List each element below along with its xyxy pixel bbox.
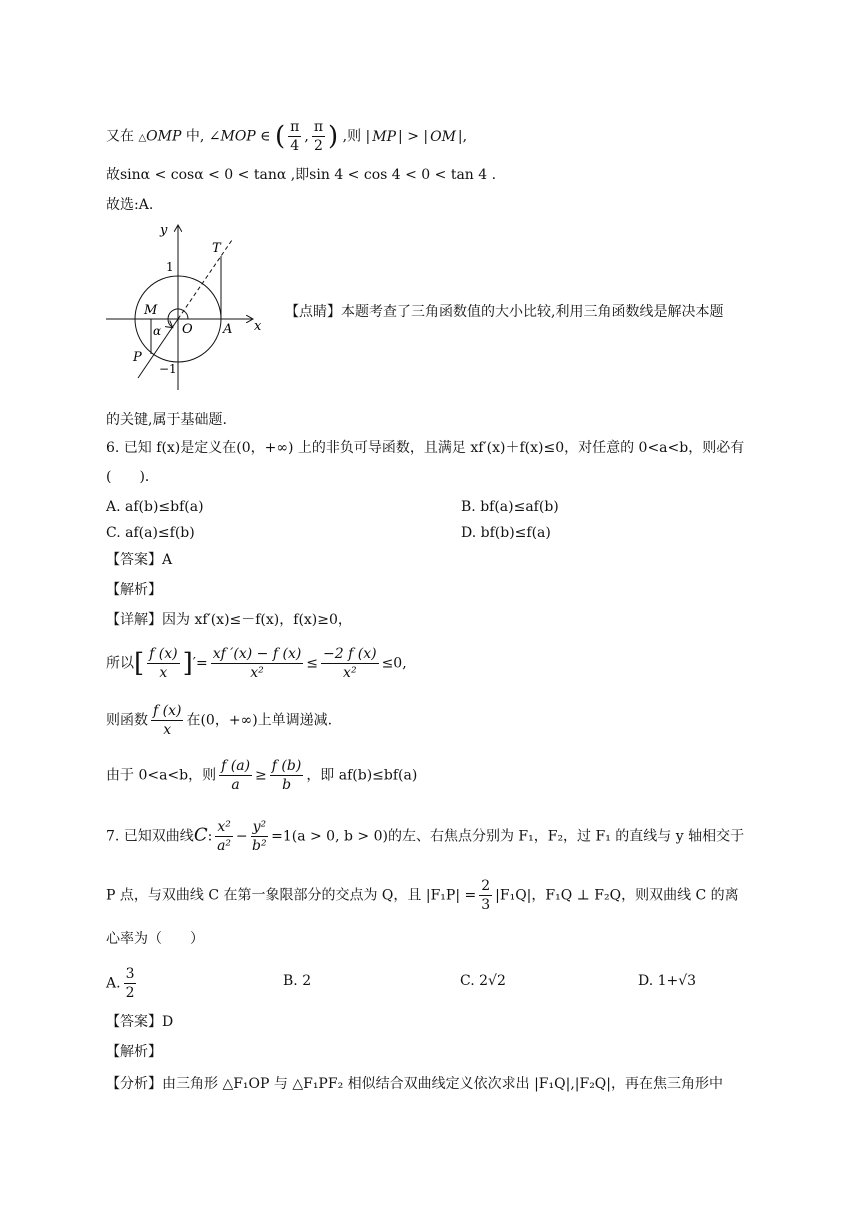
fraction — [211, 645, 304, 682]
denominator: b — [282, 777, 292, 793]
label-P: P — [133, 350, 142, 365]
denominator: a² — [217, 838, 232, 854]
numerator: f (x) — [149, 646, 178, 662]
text: P 点，与双曲线 C 在第一象限部分的交点为 Q，且 |F₁P| = — [106, 887, 477, 904]
fraction — [312, 118, 325, 155]
numerator: −2 f (x) — [323, 646, 377, 662]
q7-stem-line3: 心率为（ ） — [106, 931, 204, 947]
text: ≤ — [306, 655, 319, 672]
text: 又在 — [106, 128, 134, 145]
q7-option-b: B. 2 — [283, 973, 312, 989]
dianjing: 【点睛】本题考查了三角函数值的大小比较,利用三角函数线是解决本题 — [285, 304, 724, 320]
label-O: O — [182, 322, 193, 337]
text: 则函数 — [106, 712, 148, 729]
text: ≥ — [255, 767, 267, 784]
text: OM — [430, 128, 456, 145]
denominator: x — [159, 665, 168, 681]
q7-jiexi: 【解析】 — [106, 1044, 162, 1060]
q6-option-b: B. bf(a)≤af(b) — [461, 499, 559, 515]
numerator: 2 — [481, 878, 491, 894]
text: , — [462, 128, 468, 145]
label-A: A — [223, 322, 233, 337]
numerator: 3 — [125, 966, 135, 982]
text: > — [407, 128, 419, 145]
fraction — [321, 645, 379, 682]
denominator: x² — [343, 665, 357, 681]
numerator: f (a) — [221, 758, 251, 774]
text: ≤0, — [381, 655, 407, 672]
denominator: 2 — [125, 985, 135, 1001]
bracket-open: [ — [134, 648, 145, 679]
q6-answer: 【答案】A — [106, 552, 173, 568]
q7-stem-line2 — [106, 877, 739, 914]
text: =1(a > 0, b > 0) — [271, 828, 388, 845]
fraction — [215, 818, 233, 855]
label-one: 1 — [166, 260, 174, 274]
denominator: a — [231, 777, 240, 793]
label-alpha: α — [153, 324, 162, 338]
text: ∠MOP — [208, 128, 256, 145]
fraction — [251, 818, 269, 855]
fraction — [288, 118, 301, 155]
fraction — [270, 757, 304, 794]
unit-circle-figure — [100, 218, 270, 396]
q7-fenxi: 【分析】由三角形 △F₁OP 与 △F₁PF₂ 相似结合双曲线定义依次求出 |F₁Q|,|F₂Q|，再在焦三角形中 — [106, 1076, 724, 1092]
text: MP — [372, 128, 397, 145]
line-omp: 又在 △OMP 中, ∠MOP ∈ ( $\frac{\pi}{4}$ , $\frac{\pi}{2}$ ) ,则 | MP | > | OM |, — [106, 119, 468, 154]
q6-option-c: C. af(a)≤f(b) — [106, 525, 195, 541]
text: : — [207, 828, 213, 845]
fraction — [479, 877, 492, 914]
numerator: f (b) — [271, 758, 302, 774]
label-neg-one: −1 — [159, 362, 177, 376]
label-T: T — [212, 241, 221, 256]
line-choice: 故选:A. — [106, 197, 154, 213]
denominator: b² — [252, 838, 267, 854]
denominator: 3 — [481, 897, 491, 913]
denominator: 4 — [290, 138, 300, 154]
denominator: x — [163, 722, 172, 738]
label-M: M — [144, 303, 158, 318]
paren-open: ( — [275, 121, 286, 152]
text: 在(0，+∞)上单调递减. — [186, 712, 333, 729]
text: C — [193, 824, 208, 846]
terminal-side-dashed — [178, 240, 232, 319]
text: 7. 已知双曲线 — [106, 828, 194, 845]
denominator: 2 — [313, 138, 323, 154]
numerator: π — [290, 119, 300, 135]
text: OMP — [146, 128, 182, 145]
text: − — [235, 828, 248, 845]
numerator: f (x) — [153, 703, 182, 719]
fraction — [124, 965, 137, 1002]
numerator: π — [313, 119, 324, 135]
text: ′= — [192, 655, 208, 672]
text: ,则 — [342, 128, 362, 145]
q7-stem-line1 — [106, 818, 744, 855]
text: |F₁Q|，F₁Q ⊥ F₂Q，则双曲线 C 的离 — [495, 887, 739, 904]
bracket-close: ] — [182, 648, 193, 679]
q6-detail: 【详解】因为 xf′(x)≤－f(x)，f(x)≥0， — [106, 612, 352, 628]
numerator: xf ′(x) − f (x) — [212, 646, 302, 662]
line-sin-cos: 故sinα < cosα < 0 < tanα ,即sin 4 < cos 4 < 0 < tan 4 . — [106, 167, 497, 183]
q6-jiexi: 【解析】 — [106, 582, 162, 598]
q6-derivative-line — [106, 645, 407, 682]
triangle-symbol: △ — [138, 132, 147, 144]
text: 的左、右焦点分别为 F₁，F₂，过 F₁ 的直线与 y 轴相交于 — [387, 828, 745, 845]
paren-close: ) — [328, 121, 339, 152]
text: ，即 af(b)≤bf(a) — [306, 767, 418, 784]
q6-stem-paren: ( )． — [106, 469, 159, 485]
q6-option-d: D. bf(b)≤f(a) — [461, 525, 551, 541]
q6-option-a: A. af(b)≤bf(a) — [106, 499, 204, 515]
fraction — [151, 702, 183, 739]
numerator: x² — [217, 819, 231, 835]
text: A. — [106, 975, 121, 992]
text: ∈ — [260, 128, 271, 145]
numerator: y² — [252, 819, 267, 835]
q7-option-d: D. 1+√3 — [638, 973, 697, 989]
denominator: x² — [250, 665, 264, 681]
fraction — [147, 645, 179, 682]
dianjing-tail: 的关键,属于基础题. — [106, 412, 227, 428]
q6-stem: 6. 已知 f(x)是定义在(0，+∞) 上的非负可导函数，且满足 xf′(x)＋f(x)≤0，对任意的 0<a<b，则必有 — [106, 440, 745, 456]
q6-conclusion-line — [106, 757, 417, 794]
text: 中, — [185, 128, 205, 145]
label-y: y — [160, 223, 168, 238]
q7-option-a — [106, 965, 139, 1002]
text: 由于 0<a<b，则 — [106, 767, 217, 784]
q7-answer: 【答案】D — [106, 1014, 174, 1030]
q6-monotone-line — [106, 702, 332, 739]
fraction — [219, 757, 252, 794]
q7-option-c: C. 2√2 — [460, 973, 506, 989]
label-x: x — [254, 319, 262, 334]
text: 所以 — [106, 655, 134, 672]
